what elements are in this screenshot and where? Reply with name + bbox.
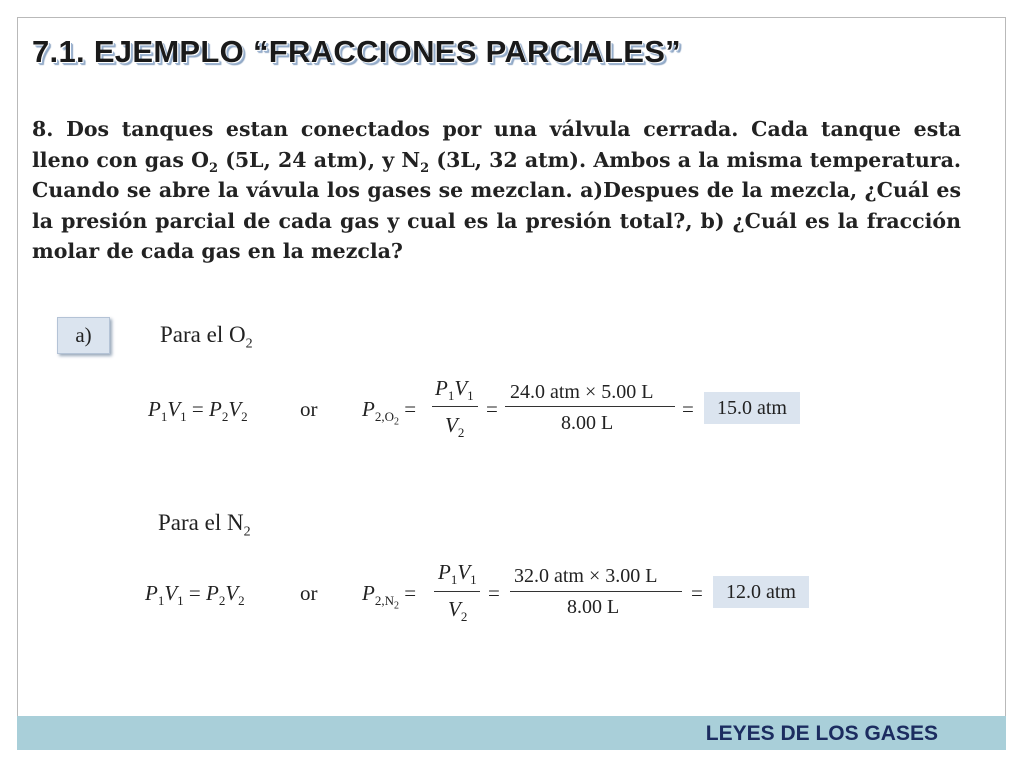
o2-label-text: Para el O <box>160 322 246 347</box>
n2-gas-sub2: 2 <box>393 600 399 612</box>
n2-or-text: or <box>300 581 318 605</box>
n2-result-box: 12.0 atm <box>713 576 809 608</box>
o2-result-box: 15.0 atm <box>704 392 800 424</box>
footer-title: LEYES DE LOS GASES <box>705 722 938 745</box>
n2-gas-sub: 2,N <box>374 593 394 609</box>
part-a-label: a) <box>57 317 110 354</box>
o2-section-label <box>160 322 253 353</box>
n2-label-sub: 2 <box>243 524 251 540</box>
o2-frac1-numerator: $P_1V_1$ <box>435 376 474 404</box>
slide-title: 7.1. EJEMPLO “FRACCIONES PARCIALES” <box>32 34 681 69</box>
problem-text-2: (5L, 24 atm), y N <box>218 147 421 172</box>
n2-frac1-numerator: $P_1V_1$ <box>438 560 477 588</box>
problem-text-1: 8. Dos tanques estan conectados por una válvula cerrada. Cada tanque esta lleno con gas O <box>32 117 961 172</box>
n2-frac1-denominator: $V_2$ <box>448 597 468 625</box>
o2-gas-sub: 2,O <box>374 409 394 425</box>
o2-equals-1: = <box>486 397 498 421</box>
o2-equals-2: = <box>682 397 694 421</box>
n2-section-label <box>158 510 251 541</box>
o2-pressure-symbol: $P_{2,O_2}$ = <box>362 397 417 428</box>
problem-sub-1: 2 <box>208 160 218 176</box>
problem-text-3: (3L, 32 atm). Ambos a la misma temperatura. Cuando se abre la vávula los gases se mezclan. a)Despues de la mezcla, ¿Cuál es la presión parcial de cada gas y cual es la presión total?, b) ¿Cuál es la fracción molar de cada gas en la mezcla? <box>32 147 961 263</box>
o2-frac1-line <box>432 406 478 407</box>
o2-label-sub: 2 <box>245 336 253 352</box>
n2-equals-2: = <box>691 581 703 605</box>
n2-numerator: 32.0 atm × 3.00 L <box>514 565 658 587</box>
o2-boyle-equation: $P_1V_1 = P_2V_2$ <box>148 397 248 425</box>
n2-frac1-line <box>434 591 480 592</box>
o2-numerator: 24.0 atm × 5.00 L <box>510 381 654 403</box>
problem-sub-2: 2 <box>420 160 430 176</box>
n2-pressure-symbol: $P_{2,N_2}$ = <box>362 581 417 612</box>
n2-frac2-line <box>510 591 682 592</box>
problem-statement <box>32 114 961 267</box>
n2-denominator: 8.00 L <box>567 596 620 618</box>
o2-frac1-denominator: $V_2$ <box>445 413 465 441</box>
o2-frac2-line <box>505 406 675 407</box>
n2-equals-1: = <box>488 581 500 605</box>
o2-gas-sub2: 2 <box>393 416 399 428</box>
n2-boyle-equation: $P_1V_1 = P_2V_2$ <box>145 581 245 609</box>
o2-or-text: or <box>300 397 318 421</box>
o2-denominator: 8.00 L <box>561 412 614 434</box>
n2-label-text: Para el N <box>158 510 244 535</box>
